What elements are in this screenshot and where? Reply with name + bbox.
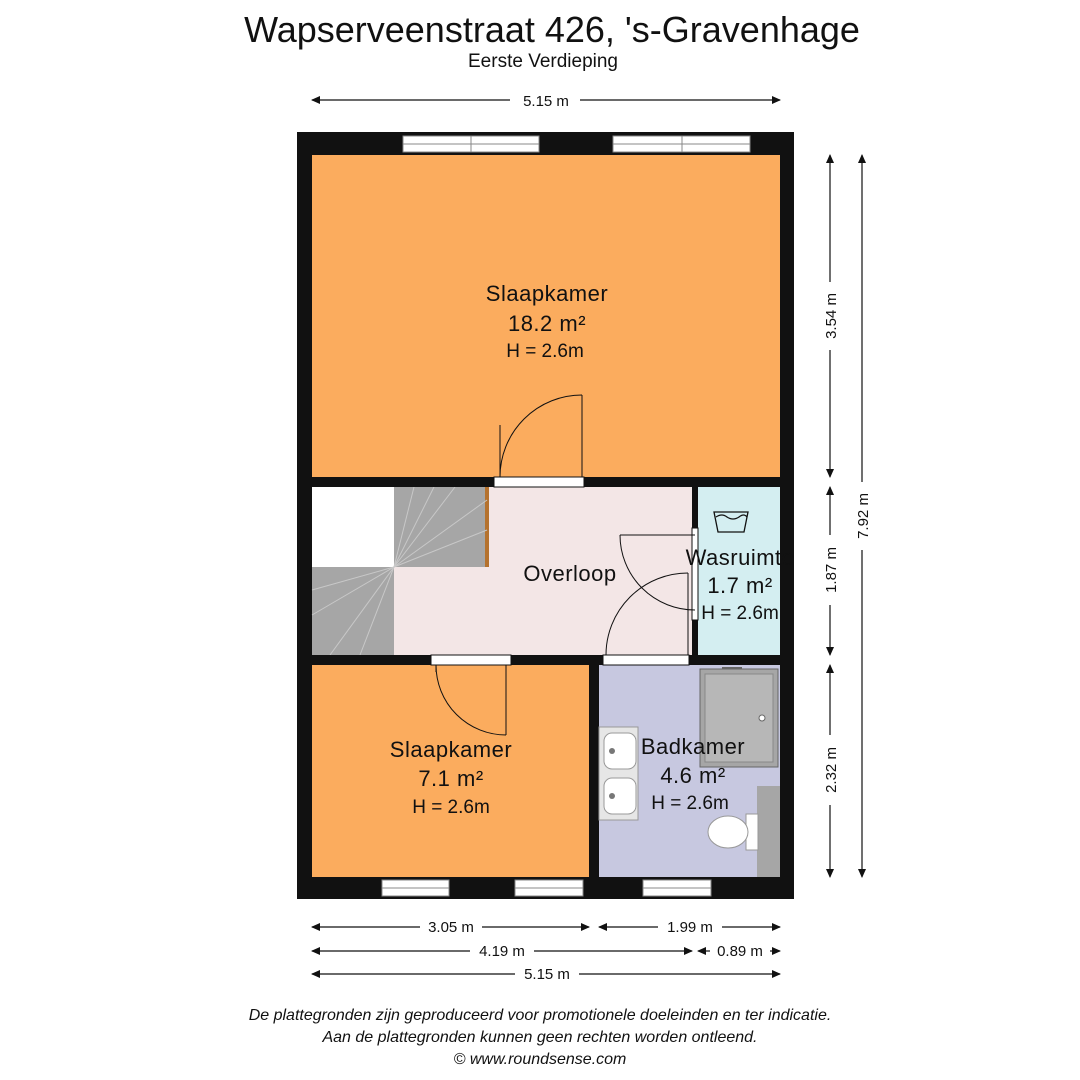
room-height-slaapkamer-small: H = 2.6m: [412, 797, 490, 818]
room-area-badkamer: 4.6 m²: [660, 763, 726, 788]
dimension-label: 0.89 m: [717, 943, 763, 960]
dimension-label: 3.05 m: [428, 919, 474, 936]
dimension-label: 1.87 m: [823, 547, 840, 593]
dimension-right-total: [855, 155, 872, 877]
copyright: © www.roundsense.com: [453, 1051, 627, 1068]
dimension-right-lower: [823, 665, 840, 877]
dimension-right-middle: [823, 487, 840, 655]
dimension-label: 1.99 m: [667, 919, 713, 936]
dimension-label: 3.54 m: [823, 293, 840, 339]
room-name-overloop: Overloop: [523, 561, 617, 586]
room-area-slaapkamer-large: 18.2 m²: [507, 311, 587, 336]
room-height-slaapkamer-large: H = 2.6m: [506, 341, 584, 362]
room-height-badkamer: H = 2.6m: [651, 793, 729, 814]
sink-icon: [599, 727, 638, 820]
room-height-wasruimte: H = 2.6m: [701, 603, 779, 624]
dimension-bottom-right: [599, 919, 780, 936]
room-name-wasruimte: Wasruimte: [685, 545, 795, 570]
disclaimer-line-2: Aan de plattegronden kunnen geen rechten worden ontleend.: [322, 1029, 758, 1046]
dimension-label: 2.32 m: [823, 747, 840, 793]
dimension-bottom-left: [312, 919, 589, 936]
room-area-wasruimte: 1.7 m²: [707, 573, 773, 598]
dimension-bottom-total: [312, 966, 780, 983]
dimension-label: 5.15 m: [523, 93, 569, 110]
room-name-slaapkamer-large: Slaapkamer: [485, 281, 609, 306]
cabinet: [757, 786, 780, 877]
dimension-label: 5.15 m: [524, 966, 570, 983]
room-area-slaapkamer-small: 7.1 m²: [418, 766, 484, 791]
floor-subtitle: Eerste Verdieping: [468, 51, 618, 72]
dimension-label: 7.92 m: [855, 493, 872, 539]
dimension-top-width: [312, 93, 780, 110]
room-name-slaapkamer-small: Slaapkamer: [389, 737, 513, 762]
disclaimer-line-1: De plattegronden zijn geproduceerd voor promotionele doeleinden en ter indicatie.: [248, 1007, 832, 1024]
page-title: Wapserveenstraat 426, 's-Gravenhage: [244, 9, 860, 50]
room-name-badkamer: Badkamer: [640, 734, 746, 759]
dimension-bottom-mid-left: [312, 943, 692, 960]
dimension-label: 4.19 m: [479, 943, 525, 960]
toilet-icon: [708, 814, 758, 850]
dimension-right-upper: [823, 155, 840, 477]
dimension-bottom-mid-right: [698, 943, 780, 960]
